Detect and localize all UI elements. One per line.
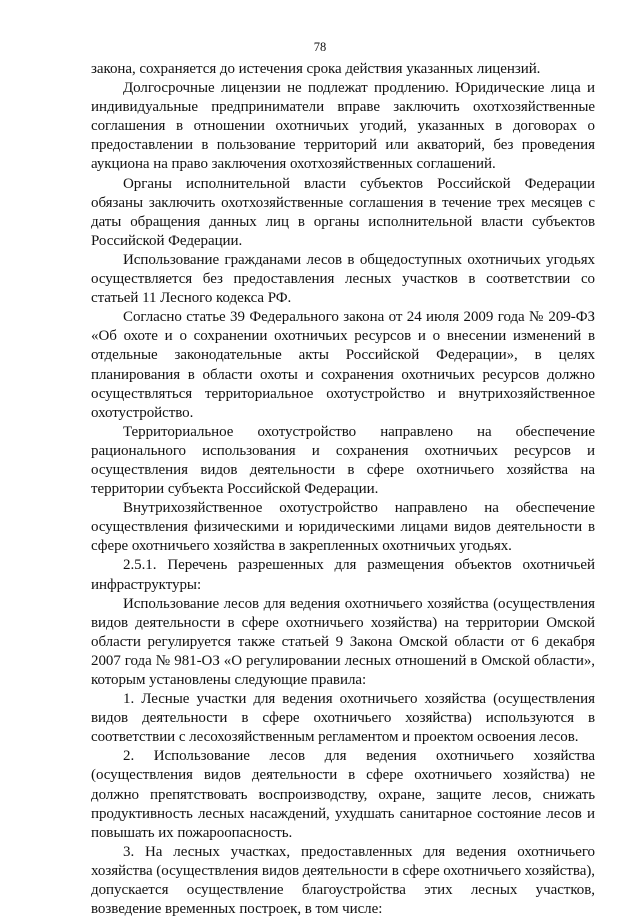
page-number: 78: [313, 40, 327, 54]
paragraph-long-term-licenses: Долгосрочные лицензии не подлежат продлению. Юридические лица и индивидуальные предприниматели вправе заключить охотхозяйственные соглашения в отношении охотничьих угодий, указанных в договорах о предоставлении в пользование территорий или акваторий, без проведения аукциона на право заключения охотхозяйственных соглашений.: [91, 80, 595, 173]
paragraph-article-39: Согласно статье 39 Федерального закона от 24 июля 2009 года № 209-ФЗ «Об охоте и о сохранении охотничьих ресурсов и о внесении изменений в отдельные законодательные акты Российской Федерации», в целях планирования в области охоты и сохранения охотничьих ресурсов должно осуществляться территориальное охотустройство и внутрихозяйственное охотустройство.: [91, 309, 595, 421]
rule-item-3: 3. На лесных участках, предоставленных для ведения охотничьего хозяйства (осуществления видов деятельности в сфере охотничьего хозяйства), допускается осуществление благоустройства этих лесных участков, возведение временных построек, в том числе:: [91, 843, 595, 918]
paragraph-omsk-law: Использование лесов для ведения охотничьего хозяйства (осуществления видов деятельности в сфере охотничьего хозяйства) на территории Омской области регулируется также статьей 9 Закона Омской области от 6 декабря 2007 года № 981-ОЗ «О регулировании лесных отношений в Омской области», которым установлены следующие правила:: [91, 595, 595, 688]
paragraph-executive-authorities: Органы исполнительной власти субъектов Российской Федерации обязаны заключить охотхозяйственные соглашения в течение трех месяцев с даты обращения данных лиц в органы исполнительной власти субъектов Российской Федерации.: [91, 175, 595, 249]
paragraph-territorial-hunting-management: Территориальное охотустройство направлено на обеспечение рационального использования и сохранения охотничьих ресурсов и осуществления видов деятельности в сфере охотничьего хозяйства на территории субъекта Российской Федерации.: [91, 423, 595, 498]
document-body: [91, 60, 595, 919]
paragraph-intra-economic-hunting-management: Внутрихозяйственное охотустройство направлено на обеспечение осуществления физическими и юридическими лицами видов деятельности в сфере охотничьего хозяйства в закрепленных охотничьих угодьях.: [91, 500, 595, 555]
section-heading-2-5-1: 2.5.1. Перечень разрешенных для размещения объектов охотничьей инфраструктуры:: [91, 557, 595, 593]
rule-item-2: 2. Использование лесов для ведения охотничьего хозяйства (осуществления видов деятельности в сфере охотничьего хозяйства) не должно препятствовать воспроизводству, охране, защите лесов, снижать продуктивность лесных насаждений, ухудшать санитарное состояние лесов и повышать их пожароопасность.: [91, 748, 595, 841]
paragraph-public-hunting-grounds: Использование гражданами лесов в общедоступных охотничьих угодьях осуществляется без предоставления лесных участков в соответствии со статьей 11 Лесного кодекса РФ.: [91, 251, 595, 307]
paragraph-continuation: закона, сохраняется до истечения срока действия указанных лицензий.: [91, 61, 541, 77]
rule-item-1: 1. Лесные участки для ведения охотничьего хозяйства (осуществления видов деятельности в сфере охотничьего хозяйства) используются в соответствии с лесохозяйственным регламентом и проектом освоения лесов.: [91, 691, 595, 746]
